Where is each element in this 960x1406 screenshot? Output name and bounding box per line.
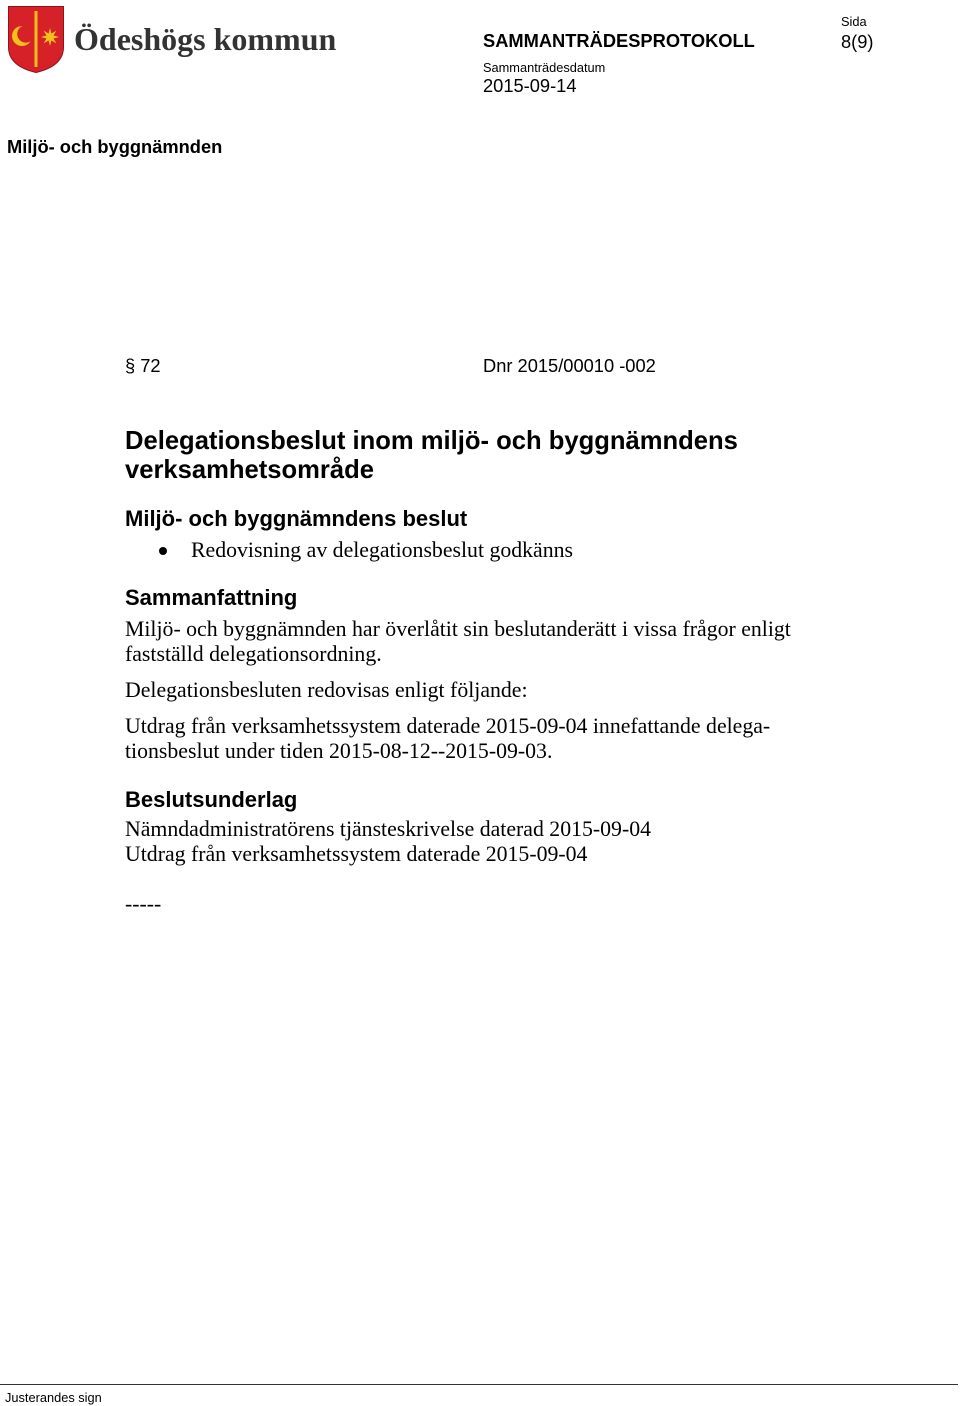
summary-line: Miljö- och byggnämnden har överlåtit sin beslutanderätt i vissa frågor enligt [125, 617, 791, 641]
summary-heading: Sammanfattning [125, 585, 298, 610]
paragraph-number: § 72 [125, 355, 161, 376]
coat-of-arms-icon [7, 5, 65, 74]
decision-heading: Miljö- och byggnämndens beslut [125, 506, 468, 531]
page-number: 8(9) [841, 31, 874, 52]
basis-item: Utdrag från verksamhetssystem daterade 2015-09-04 [125, 842, 588, 867]
meeting-date-label: Sammanträdesdatum [483, 60, 606, 75]
logo-wordmark: Ödeshögs kommun [74, 21, 337, 57]
summary-paragraph [125, 714, 770, 765]
basis-item: Nämndadministratörens tjänsteskrivelse daterad 2015-09-04 [125, 817, 652, 841]
item-title-line: Delegationsbeslut inom miljö- och byggnämndens [125, 426, 738, 455]
staff-shape [35, 11, 38, 67]
meeting-date: 2015-09-14 [483, 75, 577, 96]
end-marker: ----- [125, 892, 162, 916]
document-type: SAMMANTRÄDESPROTOKOLL [483, 30, 755, 51]
summary-line: tionsbeslut under tiden 2015-08-12--2015-09-03. [125, 739, 553, 764]
bullet-icon [159, 547, 167, 555]
summary-line: Delegationsbesluten redovisas enligt följande: [125, 678, 528, 702]
summary-paragraph [125, 678, 528, 703]
committee-name: Miljö- och byggnämnden [7, 136, 223, 157]
footer-divider [0, 1384, 958, 1385]
decision-item: Redovisning av delegationsbeslut godkänns [191, 538, 573, 562]
basis-heading: Beslutsunderlag [125, 787, 298, 812]
page-label: Sida [841, 14, 867, 29]
crescent-cut-shape [17, 25, 34, 42]
summary-line: fastställd delegationsordning. [125, 642, 382, 667]
basis-list [125, 817, 651, 868]
reference-number: Dnr 2015/00010 -002 [483, 355, 656, 376]
item-title-line: verksamhetsområde [125, 456, 374, 484]
star-shape [41, 28, 59, 46]
summary-line: Utdrag från verksamhetssystem daterade 2015-09-04 innefattande delega- [125, 714, 771, 738]
item-title [125, 427, 738, 486]
summary-paragraph [125, 617, 791, 668]
signature-label: Justerandes sign [5, 1390, 102, 1405]
